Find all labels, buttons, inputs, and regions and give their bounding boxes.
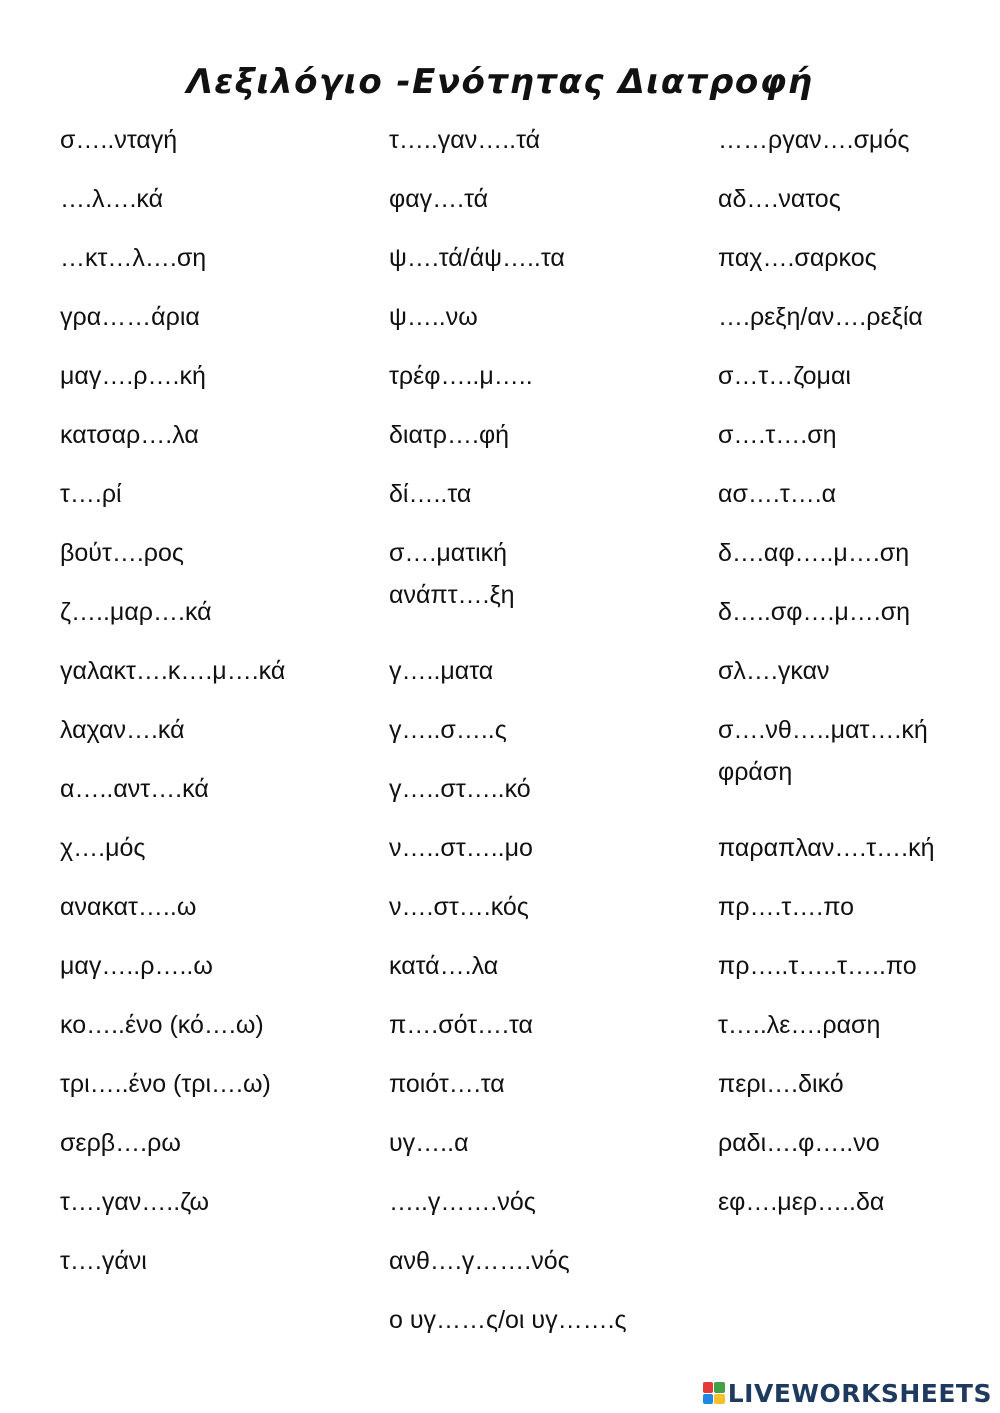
word-item <box>389 533 709 651</box>
word-item-line: ανάπτ….ξη <box>389 581 515 609</box>
word-column-2 <box>389 120 709 1359</box>
word-column-3 <box>718 120 998 1241</box>
liveworksheets-logo[interactable] <box>703 1379 992 1407</box>
word-item: ν…..στ…..μο <box>389 834 533 862</box>
word-item: σ…τ…ζομαι <box>718 362 851 390</box>
word-item: …κτ…λ….ση <box>60 244 207 272</box>
word-item: πρ….τ….πο <box>718 893 855 921</box>
word-item: εφ….μερ…..δα <box>718 1188 885 1216</box>
word-item: τρέφ…..μ….. <box>389 362 533 390</box>
word-item: βούτ….ρος <box>60 539 184 567</box>
word-item: γ…..ματα <box>389 657 494 685</box>
word-item: ….ρεξη/αν….ρεξία <box>718 303 923 331</box>
word-item: ζ…..μαρ….κά <box>60 598 212 626</box>
word-item: λαχαν….κά <box>60 716 185 744</box>
word-item: αδ….νατος <box>718 185 841 213</box>
word-item-line: σ….νθ…..ματ….κή <box>718 716 928 744</box>
word-item: γαλακτ….κ….μ….κά <box>60 657 286 685</box>
word-item: σερβ….ρω <box>60 1129 181 1157</box>
word-item: κατά….λα <box>389 952 499 980</box>
word-item: τ….γάνι <box>60 1247 147 1275</box>
word-item: α…..αντ….κά <box>60 775 209 803</box>
logo-square <box>714 1394 725 1405</box>
word-item <box>718 710 998 828</box>
word-item: ραδι….φ…..νο <box>718 1129 880 1157</box>
word-item: σλ….γκαν <box>718 657 830 685</box>
logo-square <box>714 1382 725 1393</box>
word-item: δί…..τα <box>389 480 472 508</box>
word-item: δ…..σφ….μ….ση <box>718 598 911 626</box>
word-item: π….σότ….τα <box>389 1011 533 1039</box>
logo-square <box>703 1382 714 1393</box>
word-item: ψ….τά/άψ…..τα <box>389 244 565 272</box>
word-item: ασ….τ….α <box>718 480 837 508</box>
word-item: διατρ….φή <box>389 421 510 449</box>
word-item: μαγ….ρ….κή <box>60 362 206 390</box>
liveworksheets-icon <box>703 1382 725 1404</box>
word-item-line: φράση <box>718 758 793 786</box>
logo-text: LIVEWORKSHEETS <box>727 1378 992 1408</box>
word-item: κατσαρ….λα <box>60 421 199 449</box>
word-item: τ…..λε….ραση <box>718 1011 881 1039</box>
word-item: ποιότ….τα <box>389 1070 505 1098</box>
word-item: γ…..στ…..κό <box>389 775 531 803</box>
word-item: παραπλαν….τ….κή <box>718 834 935 862</box>
word-item: κο…..ένο (κό….ω) <box>60 1011 264 1039</box>
word-item: περι….δικό <box>718 1070 844 1098</box>
word-item: τ…..γαν…..τά <box>389 126 541 154</box>
word-item: τρι…..ένο (τρι….ω) <box>60 1070 271 1098</box>
word-item: …..γ…….νός <box>389 1188 536 1216</box>
word-column-1 <box>60 120 380 1300</box>
word-item: πρ…..τ…..τ…..πο <box>718 952 917 980</box>
word-item: δ….αφ…..μ….ση <box>718 539 910 567</box>
word-item: χ….μός <box>60 834 146 862</box>
word-item: ……ργαν….σμός <box>718 126 910 154</box>
word-item: παχ….σαρκος <box>718 244 877 272</box>
word-item-line: σ….ματική <box>389 539 508 567</box>
word-item: τ….γαν…..ζω <box>60 1188 210 1216</box>
word-item: φαγ….τά <box>389 185 489 213</box>
word-item: ο υγ……ς/οι υγ…….ς <box>389 1306 627 1334</box>
word-item: γ…..σ…..ς <box>389 716 507 744</box>
logo-square <box>703 1394 714 1405</box>
word-item: τ….ρί <box>60 480 122 508</box>
word-item: σ….τ….ση <box>718 421 837 449</box>
word-item: ανθ….γ…….νός <box>389 1247 570 1275</box>
word-item: υγ…..α <box>389 1129 469 1157</box>
page-title: Λεξιλόγιο -Ενότητας Διατροφή <box>186 62 814 102</box>
word-item: ανακατ…..ω <box>60 893 197 921</box>
word-item: σ…..νταγή <box>60 126 178 154</box>
word-item: γρα……άρια <box>60 303 200 331</box>
word-item: μαγ…..ρ…..ω <box>60 952 213 980</box>
word-item: ….λ….κά <box>60 185 164 213</box>
word-item: ν….στ….κός <box>389 893 529 921</box>
word-item: ψ…..νω <box>389 303 478 331</box>
